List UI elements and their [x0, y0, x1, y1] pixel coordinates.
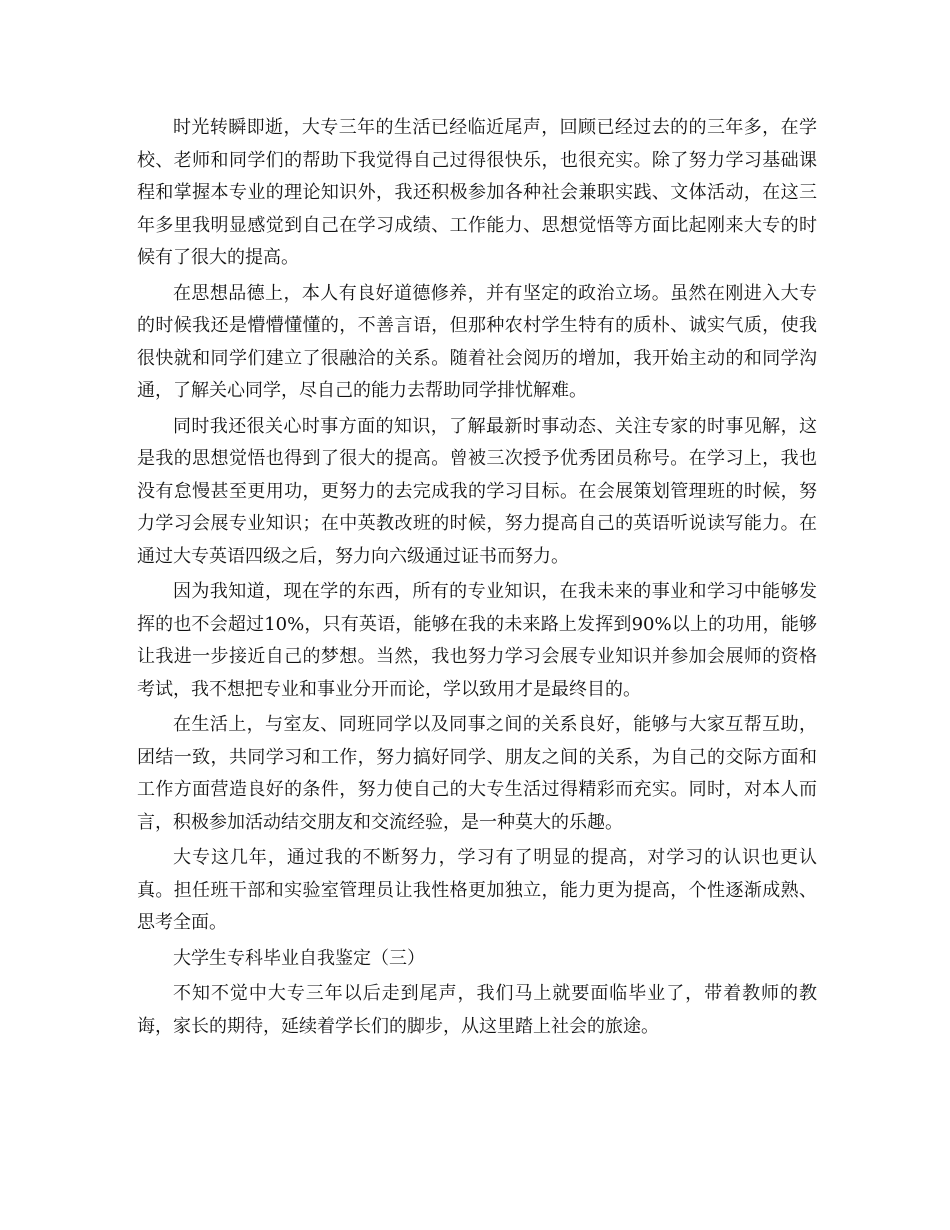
document-body: [137, 112, 817, 1046]
paragraph-6: 大专这几年，通过我的不断努力，学习有了明显的提高，对学习的认识也更认真。担任班干部和实验室管理员让我性格更加独立，能力更为提高，个性逐渐成熟、思考全面。: [137, 847, 817, 933]
paragraph-4: 因为我知道，现在学的东西，所有的专业知识，在我未来的事业和学习中能够发挥的也不会超过10%，只有英语，能够在我的未来路上发挥到90%以上的功用，能够让我进一步接近自己的梦想。当然，我也努力学习会展专业知识并参加会展师的资格考试，我不想把专业和事业分开而论，学以致用才是最终目的。: [137, 581, 817, 700]
paragraph-3: 同时我还很关心时事方面的知识，了解最新时事动态、关注专家的时事见解，这是我的思想觉悟也得到了很大的提高。曾被三次授予优秀团员称号。在学习上，我也没有怠慢甚至更用功，更努力的去完成我的学习目标。在会展策划管理班的时候，努力学习会展专业知识；在中英教改班的时候，努力提高自己的英语听说读写能力。在通过大专英语四级之后，努力向六级通过证书而努力。: [137, 415, 817, 567]
section-heading: 大学生专科毕业自我鉴定（三）: [173, 947, 425, 969]
paragraph-2: 在思想品德上，本人有良好道德修养，并有坚定的政治立场。虽然在刚进入大专的时候我还是懵懵懂懂的，不善言语，但那种农村学生特有的质朴、诚实气质，使我很快就和同学们建立了很融洽的关系。随着社会阅历的增加，我开始主动的和同学沟通，了解关心同学，尽自己的能力去帮助同学排忧解难。: [137, 282, 817, 401]
paragraph-1: 时光转瞬即逝，大专三年的生活已经临近尾声，回顾已经过去的的三年多，在学校、老师和同学们的帮助下我觉得自己过得很快乐，也很充实。除了努力学习基础课程和掌握本专业的理论知识外，我还积极参加各种社会兼职实践、文体活动，在这三年多里我明显感觉到自己在学习成绩、工作能力、思想觉悟等方面比起刚来大专的时候有了很大的提高。: [137, 117, 817, 268]
closing-paragraph: 不知不觉中大专三年以后走到尾声，我们马上就要面临毕业了，带着教师的教诲，家长的期待，延续着学长们的脚步，从这里踏上社会的旅途。: [137, 983, 817, 1037]
paragraph-5: 在生活上，与室友、同班同学以及同事之间的关系良好，能够与大家互帮互助，团结一致，共同学习和工作，努力搞好同学、朋友之间的关系，为自己的交际方面和工作方面营造良好的条件，努力使自己的大专生活过得精彩而充实。同时，对本人而言，积极参加活动结交朋友和交流经验，是一种莫大的乐趣。: [137, 714, 817, 833]
